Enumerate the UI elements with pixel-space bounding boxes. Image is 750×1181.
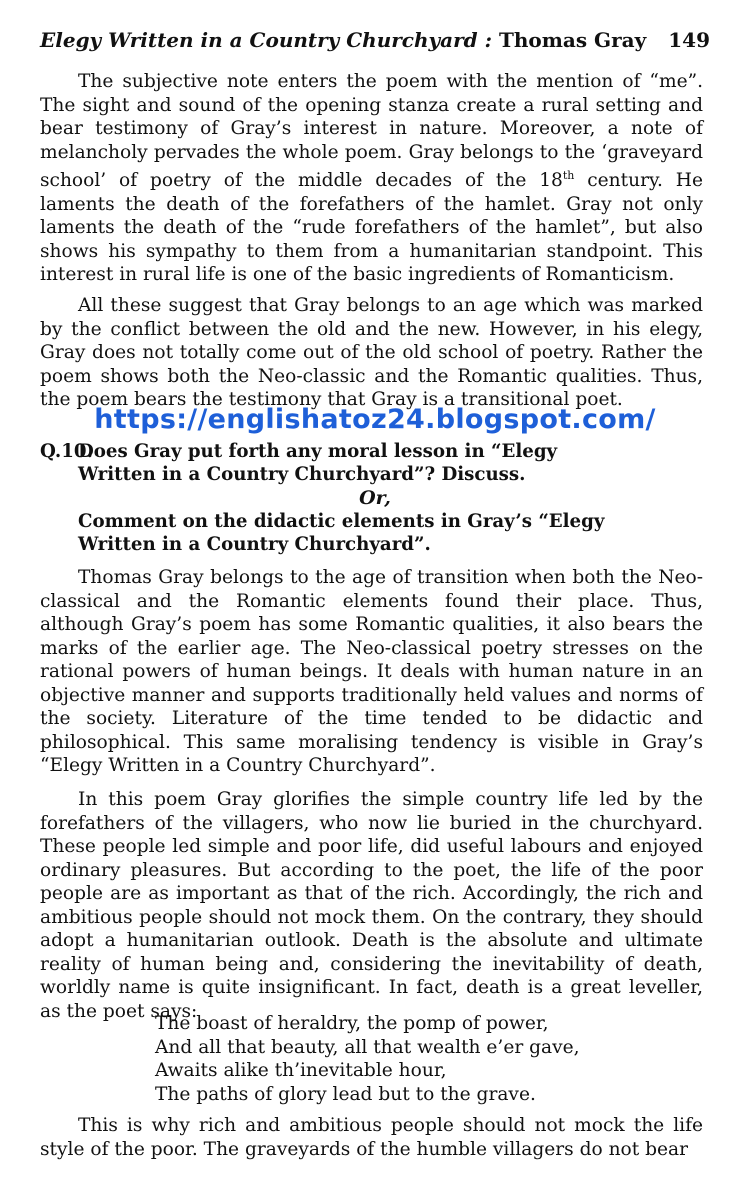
verse-line-4: The paths of glory lead but to the grave. <box>155 1083 536 1105</box>
page-number: 149 <box>668 28 710 52</box>
verse-quotation <box>155 1012 655 1106</box>
paragraph-conclusion: This is why rich and ambitious people should not mock the life style of the poor. The graveyards of the humble villagers do not bear <box>40 1115 703 1160</box>
poet-name: Thomas Gray <box>498 28 647 52</box>
verse-line-2: And all that beauty, all that wealth e’er gave, <box>155 1036 580 1058</box>
p1-text-a: The subjective note enters the poem with the mention of “me”. The sight and sound of the opening stanza create a rural setting and bear testimony of Gray’s interest in nature. Moreover, a note of melancholy pervades the whole poem. Gray belongs to the ‘graveyard school’ of poetry of the middle decades of the 18 <box>40 71 703 192</box>
poem-title: Elegy Written in a Country Churchyard : <box>40 28 492 52</box>
blog-url-watermark: https://englishatoz24.blogspot.com/ <box>94 404 656 435</box>
running-header <box>40 28 710 56</box>
question-text-2: Written in a Country Churchyard”? Discuss. <box>78 464 526 485</box>
question-number: Q.10. <box>40 441 93 462</box>
running-title <box>40 28 646 52</box>
verse-line-3: Awaits alike th’inevitable hour, <box>155 1060 447 1081</box>
verse-line-1: The boast of heraldry, the pomp of power, <box>155 1013 549 1034</box>
alt-question-text-2: Written in a Country Churchyard”. <box>78 534 431 555</box>
superscript-th: th <box>562 169 575 182</box>
paragraph-age-of-transition: Thomas Gray belongs to the age of transition when both the Neo-classical and the Romantic elements found their place. Thus, although Gray’s poem has some Romantic qualities, it also bears the marks of the earlier age. The Neo-classical poetry stresses on the rational powers of human beings. It deals with human nature in an objective manner and supports traditionally held values and norms of the society. Literature of the time tended to be didactic and philosophical. This same moralising tendency is visible in Gray’s “Elegy Written in a Country Churchyard”. <box>40 567 703 776</box>
alt-question-text-1: Comment on the didactic elements in Gray’s “Elegy <box>78 511 605 532</box>
paragraph-transitional-poet: All these suggest that Gray belongs to an age which was marked by the conflict between the old and the new. However, in his elegy, Gray does not totally come out of the old school of poetry. Rather the poem shows both the Neo-classic and the Romantic qualities. Thus, the poem bears the testimony that Gray is a transitional poet. <box>40 295 703 410</box>
alternate-question <box>40 510 703 556</box>
p1-text-b: century. He laments the death of the forefathers of the hamlet. Gray not only laments the death of the “rude forefathers of the hamlet”, but also shows his sympathy to them from a humanitarian standpoint. This interest in rural life is one of the basic ingredients of Romanticism. <box>40 170 703 286</box>
or-separator: Or, <box>359 487 391 509</box>
question-line-1 <box>40 440 703 463</box>
paragraph-country-life: In this poem Gray glorifies the simple country life led by the forefathers of the villagers, who now lie buried in the churchyard. These people led simple and poor life, did useful labours and enjoyed ordinary pleasures. But according to the poet, the life of the poor people are as important as that of the rich. Accordingly, the rich and ambitious people should not mock them. On the contrary, they should adopt a humanitarian outlook. Death is the absolute and ultimate reality of human being and, considering the inevitability of death, worldly name is quite insignificant. In fact, death is a great leveller, as the poet says: <box>40 789 703 1022</box>
question-heading <box>40 440 703 486</box>
paragraph-subjective-note <box>40 70 703 287</box>
question-text-1: Does Gray put forth any moral lesson in “Elegy <box>78 441 558 462</box>
